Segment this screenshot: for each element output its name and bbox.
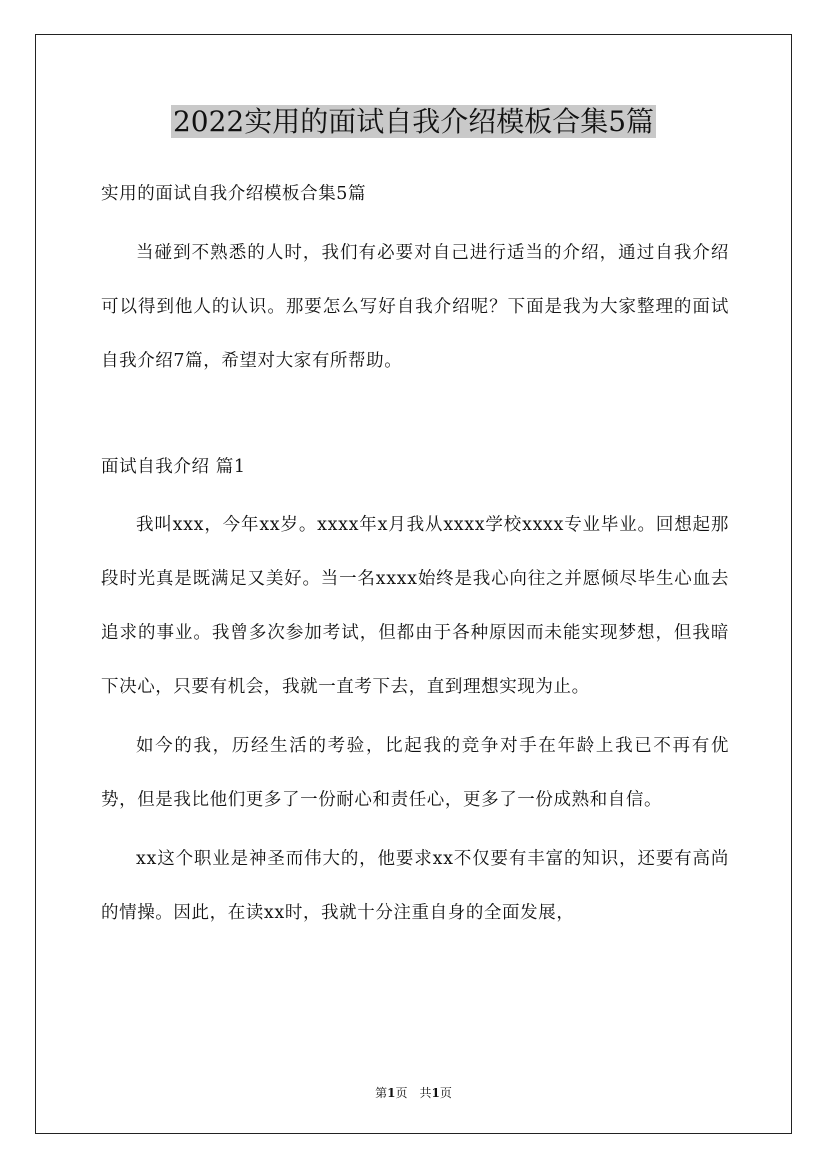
body-paragraph-1: 我叫xxx，今年xx岁。xxxx年x月我从xxxx学校xxxx专业毕业。回想起那段时光真是既满足又美好。当一名xxxx始终是我心向往之并愿倾尽毕生心血去追求的事业。我曾多次参加考试，但都由于各种原因而未能实现梦想，但我暗下决心，只要有机会，我就一直考下去，直到理想实现为止。 xyxy=(101,515,729,697)
body-paragraph-3: xx这个职业是神圣而伟大的，他要求xx不仅要有丰富的知识，还要有高尚的情操。因此，在读xx时，我就十分注重自身的全面发展， xyxy=(101,849,729,923)
footer-page-current: 1 xyxy=(387,1086,396,1100)
footer-suffix: 页 xyxy=(439,1086,452,1100)
footer-prefix: 第 xyxy=(375,1086,388,1100)
intro-paragraph: 当碰到不熟悉的人时，我们有必要对自己进行适当的介绍，通过自我介绍可以得到他人的认识。那要怎么写好自我介绍呢？下面是我为大家整理的面试自我介绍7篇，希望对大家有所帮助。 xyxy=(101,243,729,371)
page-footer xyxy=(0,1083,827,1103)
footer-page-total: 1 xyxy=(431,1086,440,1100)
footer-page-label: 页 共 xyxy=(395,1086,432,1100)
document-title-text: 2022实用的面试自我介绍模板合集5篇 xyxy=(172,105,655,138)
section-heading: 面试自我介绍 篇1 xyxy=(101,457,246,477)
body-paragraph-2: 如今的我，历经生活的考验，比起我的竞争对手在年龄上我已不再有优势，但是我比他们更多了一份耐心和责任心，更多了一份成熟和自信。 xyxy=(101,736,729,810)
document-body xyxy=(101,175,729,940)
document-subtitle: 实用的面试自我介绍模板合集5篇 xyxy=(101,184,367,204)
document-title xyxy=(0,103,827,141)
